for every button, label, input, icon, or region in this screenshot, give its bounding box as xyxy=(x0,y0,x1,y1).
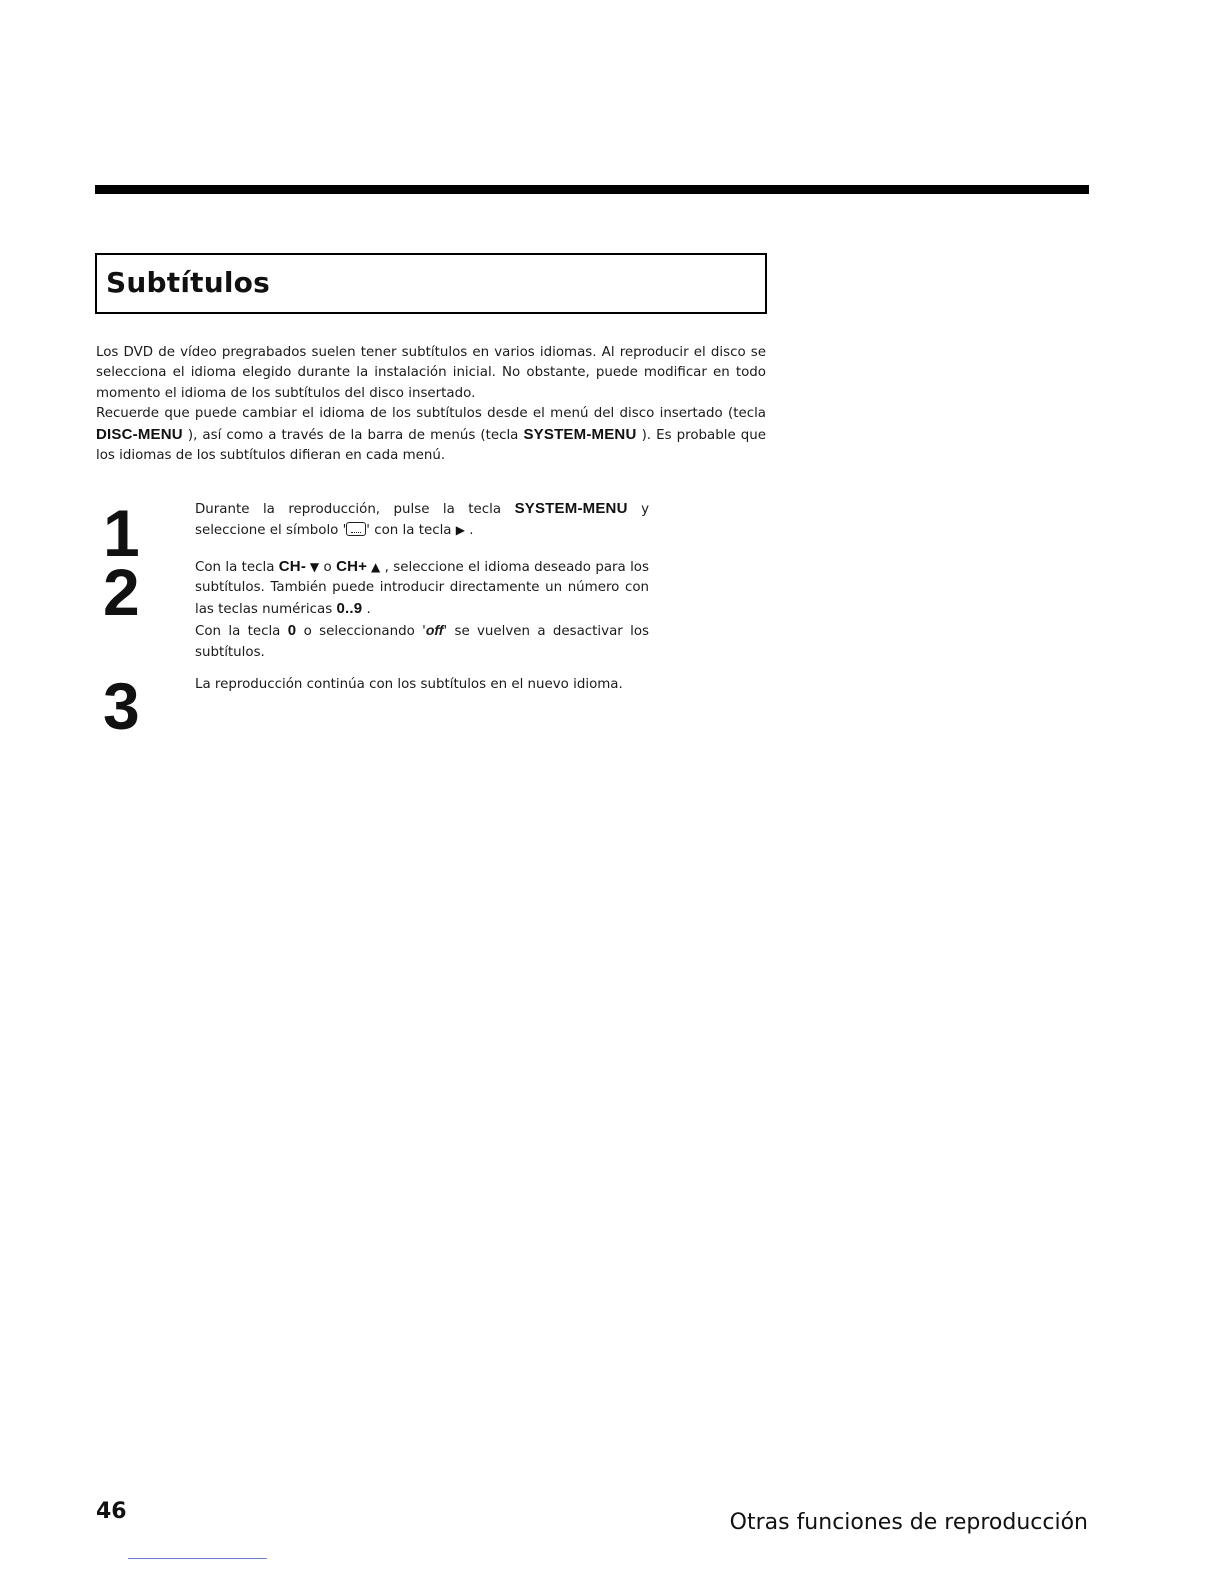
step-number-2: 2 xyxy=(103,555,140,629)
down-triangle-icon: ▼ xyxy=(306,560,320,574)
step-1-text xyxy=(195,499,649,542)
step-2-text-g: ' se vuelven a desactivar los subtítulos. xyxy=(195,624,649,660)
step-number-3: 3 xyxy=(103,669,140,743)
subtitle-icon xyxy=(346,522,366,536)
system-menu-key: SYSTEM-MENU xyxy=(523,425,637,443)
step-2-text-e: Con la tecla xyxy=(195,624,288,640)
step-1-text-a: Durante la reproducción, pulse la tecla xyxy=(195,502,515,517)
intro-paragraph-2 xyxy=(96,404,766,466)
step-3-paragraph: La reproducción continúa con los subtítulos en el nuevo idioma. xyxy=(195,677,623,692)
header-rule xyxy=(95,185,1089,194)
step-2-paragraph-1 xyxy=(195,557,649,620)
up-triangle-icon: ▲ xyxy=(367,560,381,574)
section-title-box xyxy=(95,253,767,314)
intro-text xyxy=(96,343,766,466)
step-2-paragraph-2 xyxy=(195,620,649,663)
ch-plus-key: CH+ xyxy=(336,558,368,575)
step-1-text-d: . xyxy=(464,523,474,539)
step-2-text-b: o xyxy=(319,560,337,575)
zero-key: 0 xyxy=(287,622,297,640)
step-2-text-a: Con la tecla xyxy=(195,560,279,575)
page-number: 46 xyxy=(96,1499,127,1524)
intro-paragraph-1: Los DVD de vídeo pregrabados suelen tener subtítulos en varios idiomas. Al reproducir el disco se selecciona el idioma elegido durante la instalación inicial. No obstante, puede modificar en todo momento el idioma de los subtítulos del disco insertado. xyxy=(96,345,766,401)
intro-p2-text-a: Recuerde que puede cambiar el idioma de los subtítulos desde el menú del disco insertado (tecla xyxy=(96,406,766,422)
intro-p2-text-b: ), así como a través de la barra de menús (tecla xyxy=(182,427,524,443)
section-title: Subtítulos xyxy=(106,266,270,299)
step-1-text-b: y seleccione el símbolo ' xyxy=(195,502,650,539)
step-1-text-c: ' con la tecla xyxy=(366,523,456,539)
step-2-text xyxy=(195,557,649,663)
step-3-text xyxy=(195,675,649,695)
footer-underline xyxy=(128,1558,267,1559)
numeric-keys: 0..9 xyxy=(336,599,363,617)
step-2-text-f: o seleccionando ' xyxy=(296,624,426,640)
step-1-paragraph xyxy=(195,499,649,542)
off-option: off xyxy=(425,622,444,639)
step-number-1: 1 xyxy=(103,496,140,570)
chapter-title: Otras funciones de reproducción xyxy=(729,1510,1088,1535)
disc-menu-key: DISC-MENU xyxy=(96,425,183,443)
step-1-system-menu-key: SYSTEM-MENU xyxy=(514,500,628,517)
play-icon: ▶ xyxy=(455,523,465,538)
ch-minus-key: CH- xyxy=(278,558,307,575)
intro-p2-text-c: ). Es probable que los idiomas de los subtítulos difieran en cada menú. xyxy=(96,427,766,464)
step-2-text-d: . xyxy=(362,601,371,617)
step-2-text-c: , seleccione el idioma deseado para los subtítulos. También puede introducir directamente un número con las teclas numéricas xyxy=(195,560,649,617)
